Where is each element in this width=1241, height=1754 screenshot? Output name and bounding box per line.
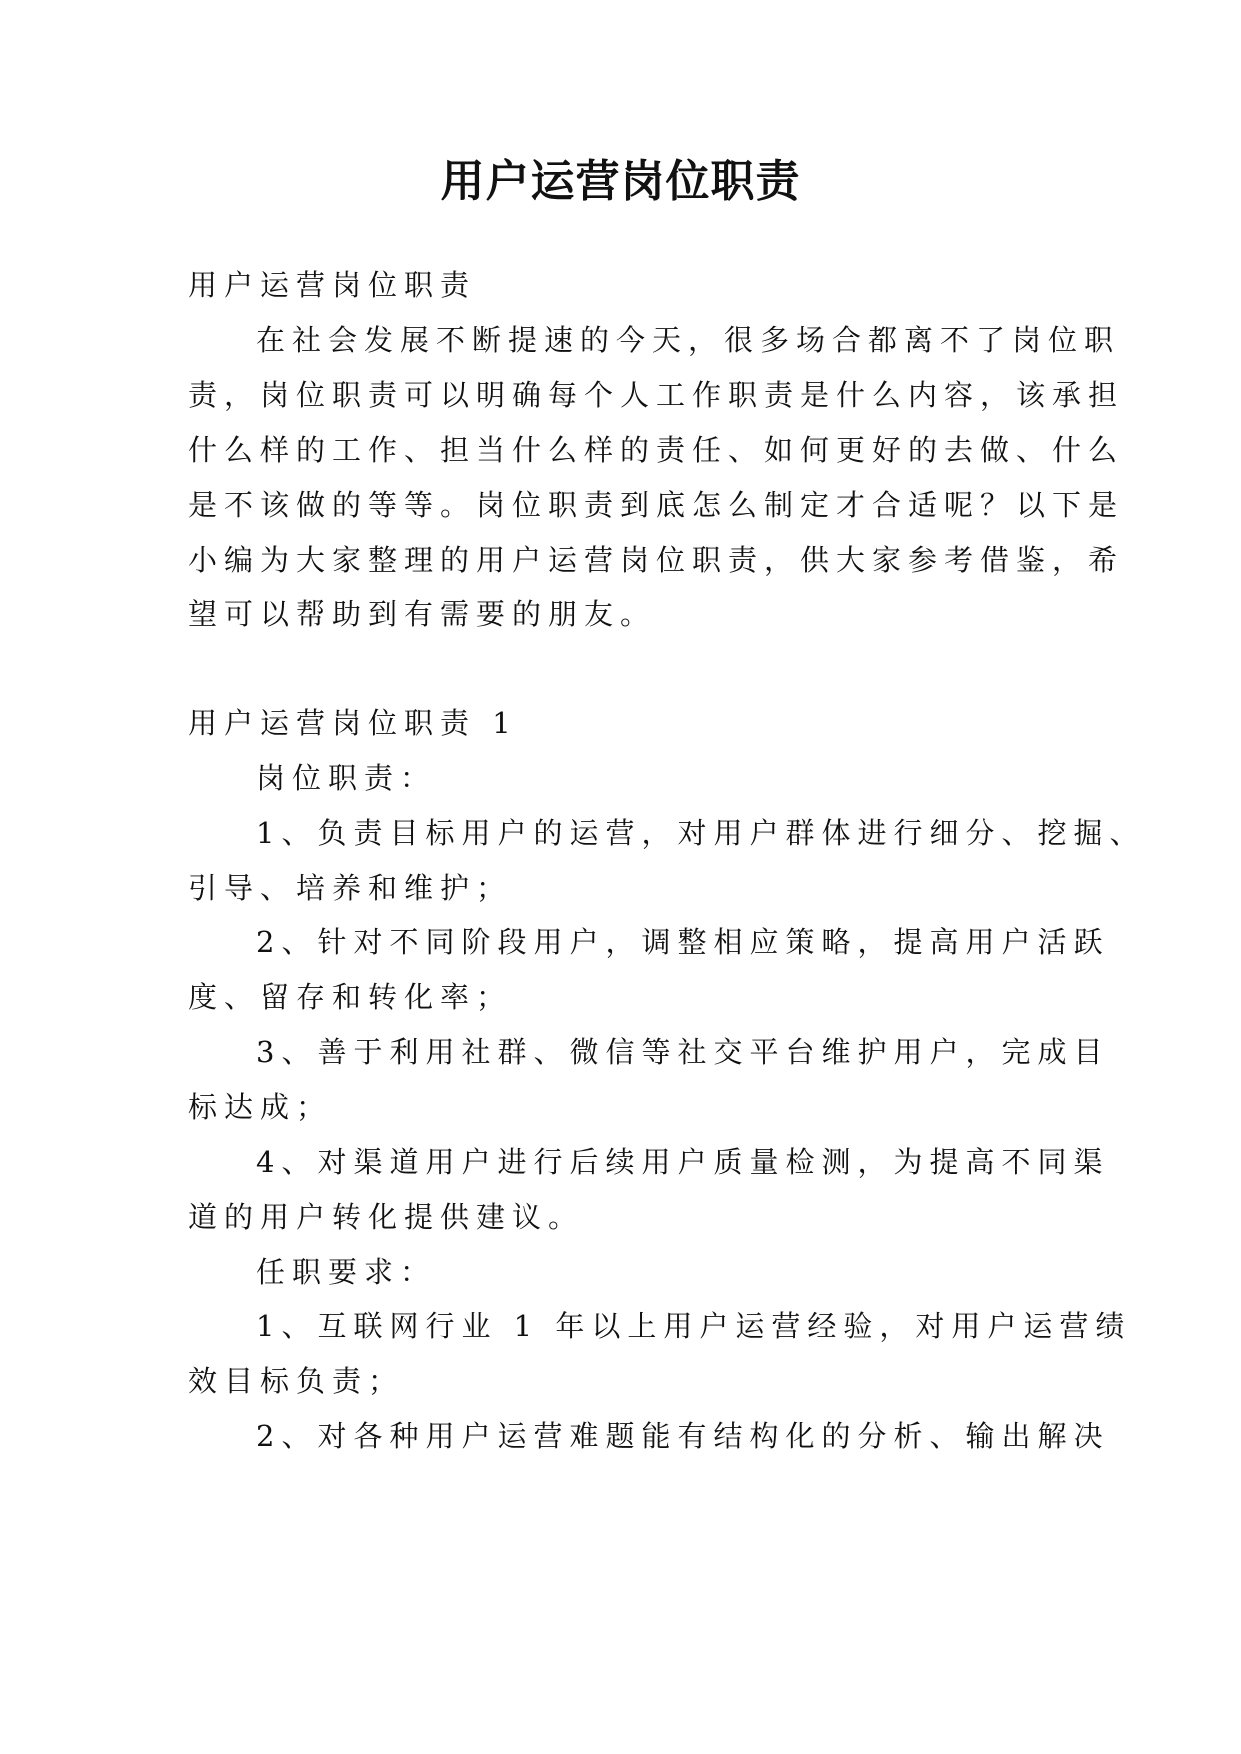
list-item-continuation: 引导、培养和维护； — [188, 871, 513, 905]
list-item-continuation: 标达成； — [188, 1090, 333, 1124]
section-heading: 用户运营岗位职责 — [188, 268, 477, 302]
paragraph-line: 责，岗位职责可以明确每个人工作职责是什么内容，该承担 — [188, 378, 1125, 412]
list-item: 1、负责目标用户的运营，对用户群体进行细分、挖掘、 — [256, 816, 1146, 850]
list-item: 2、对各种用户运营难题能有结构化的分析、输出解决 — [256, 1419, 1110, 1453]
paragraph-line: 是不该做的等等。岗位职责到底怎么制定才合适呢？以下是 — [188, 488, 1125, 522]
list-item-continuation: 道的用户转化提供建议。 — [188, 1200, 585, 1234]
list-item-continuation: 效目标负责； — [188, 1364, 405, 1398]
list-item: 3、善于利用社群、微信等社交平台维护用户，完成目 — [256, 1035, 1110, 1069]
document-title: 用户运营岗位职责 — [440, 156, 801, 207]
list-item: 1、互联网行业 1 年以上用户运营经验，对用户运营绩 — [256, 1309, 1132, 1343]
paragraph-line: 什么样的工作、担当什么样的责任、如何更好的去做、什么 — [188, 433, 1125, 467]
subheading: 任职要求： — [256, 1255, 437, 1289]
list-item-continuation: 度、留存和转化率； — [188, 980, 513, 1014]
list-item: 4、对渠道用户进行后续用户质量检测，为提高不同渠 — [256, 1145, 1110, 1179]
paragraph-line: 小编为大家整理的用户运营岗位职责，供大家参考借鉴，希 — [188, 543, 1125, 577]
section-heading: 用户运营岗位职责 1 — [188, 706, 518, 740]
paragraph-line: 望可以帮助到有需要的朋友。 — [188, 597, 657, 631]
subheading: 岗位职责： — [256, 761, 437, 795]
paragraph-line: 在社会发展不断提速的今天，很多场合都离不了岗位职 — [256, 323, 1121, 357]
list-item: 2、针对不同阶段用户，调整相应策略，提高用户活跃 — [256, 925, 1110, 959]
